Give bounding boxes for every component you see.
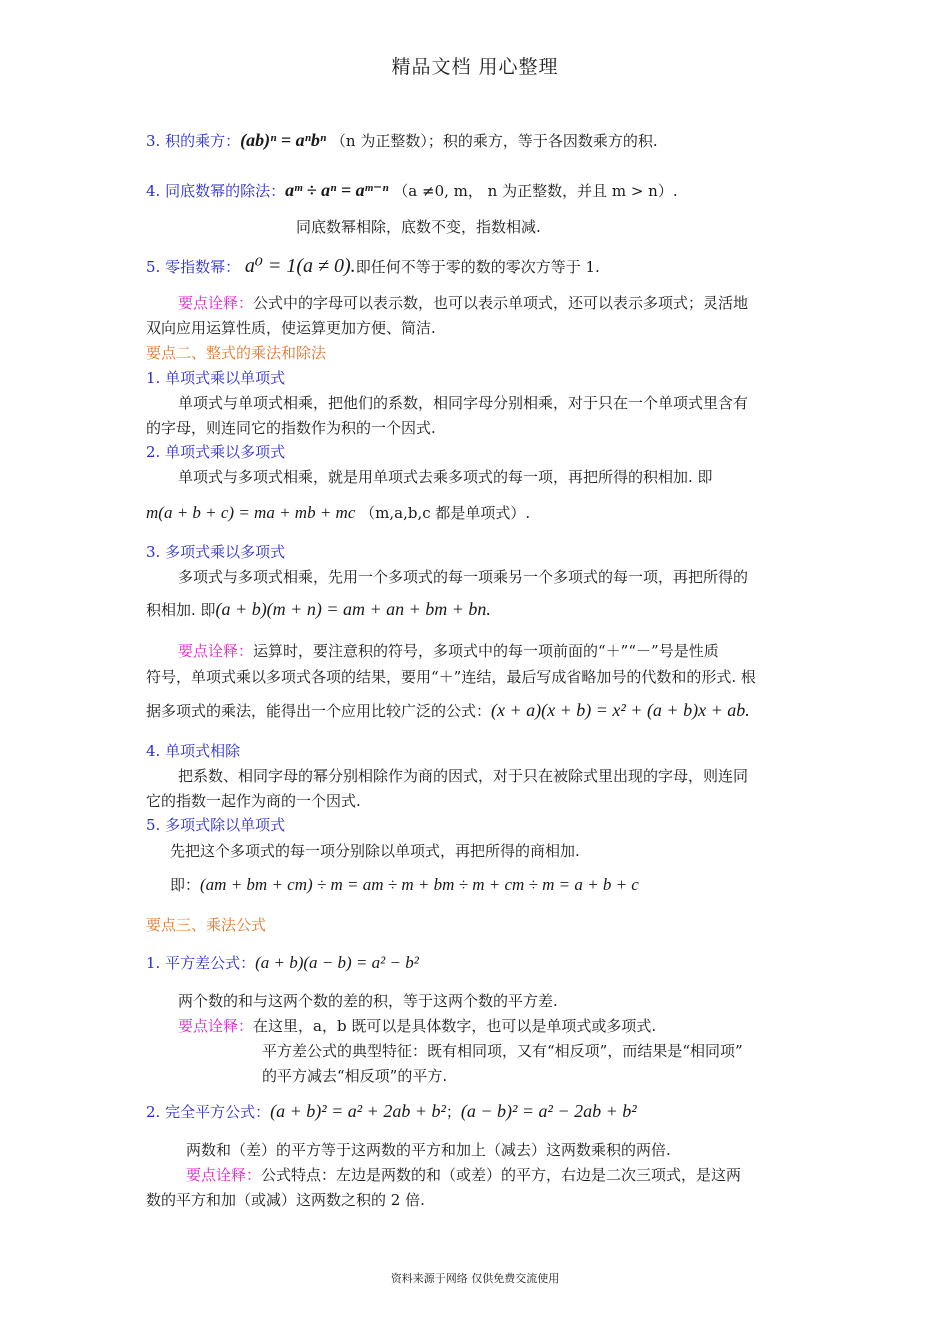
p3-1-label: 1. 平方差公式： [146,954,256,972]
p2-3-formula-row [146,599,491,621]
p3-1-formula: (a + b)(a − b) = a² − b² [255,953,419,972]
p3-2-note-2: 数的平方和加（或减）这两数之积的 2 倍. [146,1191,425,1209]
note-1-label: 要点诠释： [178,294,254,312]
p3-2-separator: ； [445,1103,461,1121]
p2-2-formula: m(a + b + c) = ma + mb + mc [146,503,356,522]
p2-5-formula-row [170,875,639,895]
p3-2-label: 2. 完全平方公式： [146,1103,271,1121]
p2-5-formula: (am + bm + cm) ÷ m = am ÷ m + bm ÷ m + cm ÷ m = a + b + c [200,875,639,894]
p2-5-line-1: 先把这个多项式的每一项分别除以单项式，再把所得的商相加. [170,842,580,860]
p3-2-formula-1: (a + b)² = a² + 2ab + b² [270,1101,446,1121]
part-2-heading: 要点二、整式的乘法和除法 [146,344,327,362]
p3-1-note-1: 在这里，a，b 既可以是具体数字，也可以是单项式或多项式. [253,1017,657,1035]
section-4-label: 4. 同底数幂的除法： [146,182,286,200]
section-4-row [146,180,678,202]
section-3-row [146,130,658,152]
section-4-formula: aᵐ ÷ aⁿ = aᵐ⁻ⁿ [285,180,389,200]
p2-2-formula-row [146,503,530,523]
p2-2-heading: 2. 单项式乘以多项式 [146,443,286,461]
p2-2-note: （m,a,b,c 都是单项式）. [360,504,531,522]
p3-2-note-label: 要点诠释： [186,1166,262,1184]
p3-2-formula-2: (a − b)² = a² − 2ab + b² [460,1101,637,1121]
note-1-text-1: 公式中的字母可以表示数，也可以表示单项式，还可以表示多项式；灵活地 [253,294,749,312]
p3-2-note-row [186,1166,741,1184]
note-2-text-1: 运算时，要注意积的符号，多项式中的每一项前面的“＋”“－”号是性质 [253,642,719,660]
section-4-description: 同底数幂相除，底数不变，指数相减. [296,218,541,236]
note-2-line-2: 符号，单项式乘以多项式各项的结果，要用“＋”连结，最后写成省略加号的代数和的形式. 根 [146,668,756,686]
p2-3-line-1: 多项式与多项式相乘，先用一个多项式的每一项乘另一个多项式的每一项，再把所得的 [178,568,749,586]
section-5-description: 即任何不等于零的数的零次方等于 1. [355,258,600,276]
note-2-line-3 [146,700,750,722]
p3-1-line-1: 两个数的和与这两个数的差的积，等于这两个数的平方差. [178,992,558,1010]
section-3-formula: (ab)ⁿ = aⁿbⁿ [240,130,327,150]
page-header: 精品文档 用心整理 [391,56,559,78]
p2-5-prefix: 即： [170,876,201,894]
p3-1-row [146,953,419,973]
p2-5-heading: 5. 多项式除以单项式 [146,816,286,834]
part-3-heading: 要点三、乘法公式 [146,916,267,934]
p2-3-prefix: 积相加. 即 [146,601,216,619]
p3-1-note-2: 平方差公式的典型特征：既有相同项，又有“相反项”，而结果是“相同项” [262,1042,743,1060]
note-1-line-2: 双向应用运算性质，使运算更加方便、简洁. [146,319,436,337]
section-5-formula: a⁰ = 1(a ≠ 0). [244,255,356,277]
note-2-line-1 [178,642,719,660]
p2-2-line-1: 单项式与多项式相乘，就是用单项式去乘多项式的每一项，再把所得的积相加. 即 [178,468,713,486]
section-5-row [146,254,600,278]
p2-4-line-1: 把系数、相同字母的幂分别相除作为商的因式，对于只在被除式里出现的字母，则连同 [178,767,749,785]
p3-2-note-1: 公式特点：左边是两数的和（或差）的平方，右边是二次三项式，是这两 [261,1166,742,1184]
note-2-text-3: 据多项式的乘法，能得出一个应用比较广泛的公式： [146,702,492,720]
p2-1-line-2: 的字母，则连同它的指数作为积的一个因式. [146,419,436,437]
p3-1-note-3: 的平方减去“相反项”的平方. [262,1067,448,1085]
p2-4-heading: 4. 单项式相除 [146,742,241,760]
p2-3-formula: (a + b)(m + n) = am + an + bm + bn. [215,599,491,619]
p2-1-heading: 1. 单项式乘以单项式 [146,369,286,387]
note-2-formula: (x + a)(x + b) = x² + (a + b)x + ab. [491,700,750,720]
p3-1-note-label: 要点诠释： [178,1017,254,1035]
section-3-condition: （n 为正整数）；积的乘方，等于各因数乘方的积. [330,132,658,150]
p3-2-line-1: 两数和（差）的平方等于这两数的平方和加上（减去）这两数乘积的两倍. [186,1141,671,1159]
p2-1-line-1: 单项式与单项式相乘，把他们的系数，相同字母分别相乘，对于只在一个单项式里含有 [178,394,749,412]
section-4-condition: （a ≠0, m， n 为正整数，并且 m > n）. [393,182,678,200]
p3-1-note-row [178,1017,656,1035]
p3-2-row [146,1101,637,1123]
note-1-line-1 [178,294,748,312]
page-footer: 资料来源于网络 仅供免费交流使用 [390,1272,560,1285]
note-2-label: 要点诠释： [178,642,254,660]
section-5-label: 5. 零指数幂： [146,258,241,276]
p2-4-line-2: 它的指数一起作为商的一个因式. [146,792,361,810]
p2-3-heading: 3. 多项式乘以多项式 [146,543,286,561]
section-3-label: 3. 积的乘方： [146,132,241,150]
